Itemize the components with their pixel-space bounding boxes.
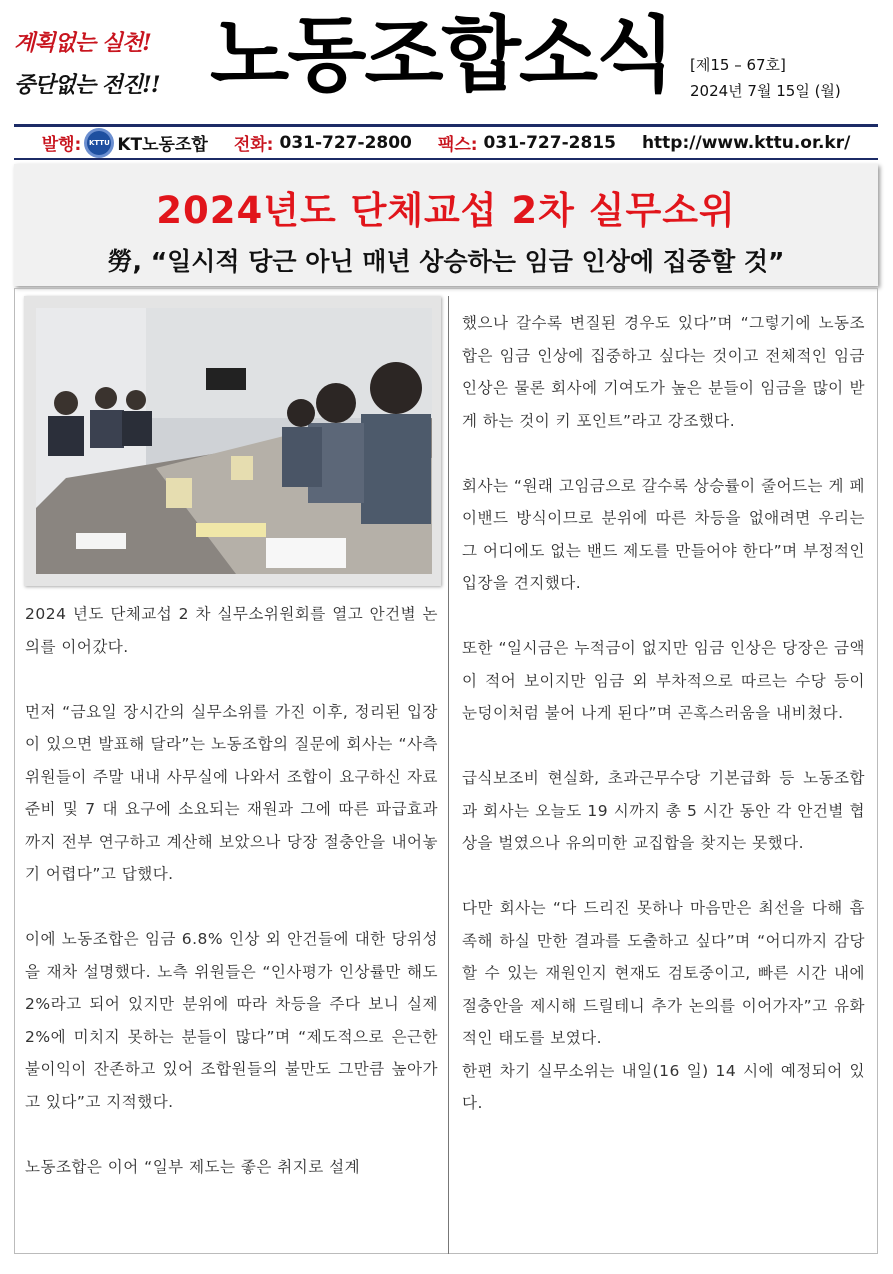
issue-date: 2024년 7월 15일 (월)	[690, 82, 841, 100]
paragraph: 노동조합은 이어 “일부 제도는 좋은 취지로 설계	[25, 1157, 361, 1176]
paragraph: 다만 회사는 “다 드리진 못하나 마음만은 최선을 다해 흡족해 하실 만한 결과를 도출하고 싶다”며 “어디까지 감당할 수 있는 재원인지 현재도 검토중이고, 빠른 시간 내에 절충안을 제시해 드릴테니 추가 논의를 이어가자”고 유화적인 태도를 보였다.	[462, 899, 865, 1047]
slogan-line-2: 중단없는 전진!!	[14, 72, 160, 98]
article-headline: 2024년도 단체교섭 2차 실무소위	[156, 189, 736, 232]
paragraph: 급식보조비 현실화, 초과근무수당 기본급화 등 노동조합과 회사는 오늘도 19 시까지 총 5 시간 동안 각 안건별 협상을 벌였으나 유의미한 교집합을 찾지는 못했다.	[462, 769, 865, 852]
slogan	[14, 28, 204, 100]
column-divider	[448, 296, 449, 1254]
paragraph: 또한 “일시금은 누적금이 없지만 임금 인상은 당장은 금액이 적어 보이지만 임금 외 부차적으로 따르는 수당 등이 눈덩이처럼 불어 나게 된다”며 곤혹스러움을 내비쳤다.	[462, 639, 865, 722]
phone-label: 전화:	[233, 135, 274, 155]
publisher-name: KT노동조합	[117, 135, 208, 155]
website-link[interactable]: http://www.kttu.or.kr/	[641, 132, 851, 153]
publisher-label: 발행:	[41, 135, 82, 155]
issue-number: [제15 – 67호]	[690, 56, 786, 74]
paragraph: 회사는 “원래 고임금으로 갈수록 상승률이 줄어드는 게 페이밴드 방식이므로 분위에 따른 차등을 없애려면 우리는 그 어디에도 없는 밴드 제도를 만들어야 한다”며 부정적인 입장을 견지했다.	[462, 476, 865, 592]
paragraph: 했으나 갈수록 변질된 경우도 있다”며 “그렇기에 노동조합은 임금 인상에 집중하고 싶다는 것이고 전체적인 임금 인상은 물론 회사에 기여도가 높은 분들이 임금을 많이 받게 하는 것이 키 포인트”라고 강조했다.	[462, 314, 865, 430]
paragraph: 한편 차기 실무소위는 내일(16 일) 14 시에 예정되어 있다.	[462, 1061, 865, 1112]
issue-info	[690, 52, 841, 104]
meeting-photo	[24, 296, 441, 586]
slogan-line-1: 계획없는 실천!	[14, 30, 151, 56]
article-left-column	[25, 598, 438, 1183]
paragraph: 먼저 “금요일 장시간의 실무소위를 가진 이후, 정리된 입장이 있으면 발표해 달라”는 노동조합의 질문에 회사는 “사측 위원들이 주말 내내 사무실에 나와서 조합이 요구하신 자료 준비 및 7 대 요구에 소요되는 재원과 그에 따른 파급효과까지 전부 연구하고 계산해 보았으나 당장 절충안을 내어놓기 어렵다”고 답했다.	[25, 702, 438, 883]
article-right-column	[462, 307, 865, 1120]
newsletter-title: 노동조합소식	[210, 8, 674, 103]
union-logo-icon: KTTU	[87, 131, 111, 155]
paragraph: 이에 노동조합은 임금 6.8% 인상 외 안건들에 대한 당위성을 재차 설명했다. 노측 위원들은 “인사평가 인상률만 해도 2%라고 되어 있지만 분위에 따라 차등을 주다 보니 실제 2%에 미치지 못하는 분들이 많다”며 “제도적으로 은근한 불이익이 잔존하고 있어 조합원들의 불만도 그만큼 높아가고 있다”고 지적했다.	[25, 930, 438, 1111]
publisher-info-bar	[14, 124, 878, 160]
paragraph: 2024 년도 단체교섭 2 차 실무소위원회를 열고 안건별 논의를 이어갔다.	[25, 605, 438, 656]
headline-box	[14, 164, 878, 286]
fax-number: 031-727-2815	[483, 132, 616, 153]
article-subheadline: 勞, “일시적 당근 아닌 매년 상승하는 임금 인상에 집중할 것”	[107, 247, 785, 276]
meeting-photo-image	[36, 308, 432, 574]
phone-number: 031-727-2800	[279, 132, 412, 153]
fax-label: 팩스:	[437, 135, 478, 155]
